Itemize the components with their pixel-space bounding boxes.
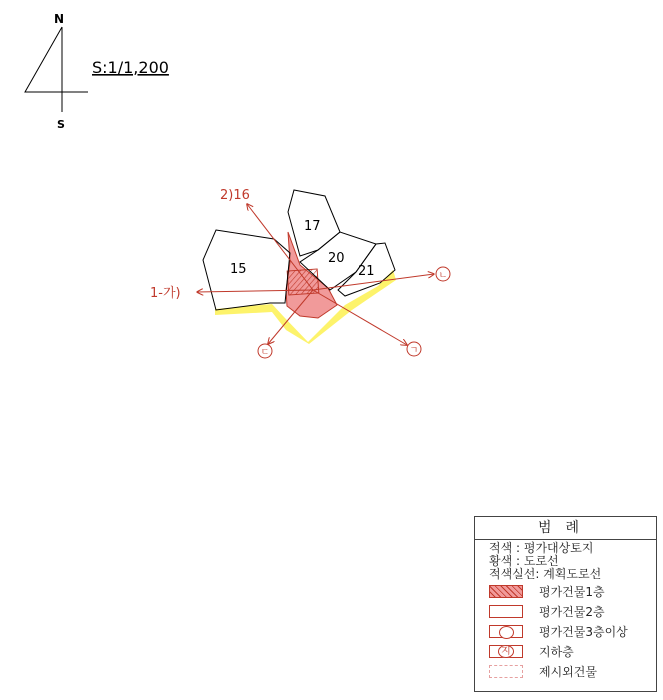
legend-item-basement: 지 지하층	[475, 641, 656, 661]
legend-item-floor2: 평가건물2층	[475, 601, 656, 621]
parcel-20-label: 20	[328, 251, 345, 266]
marker-c-icon	[258, 344, 272, 358]
legend-note: 황색 : 도로선	[489, 554, 559, 568]
label-1-ga: 1-가)	[150, 286, 181, 301]
basement-swatch-icon: 지	[489, 645, 523, 658]
circle-swatch-icon	[489, 625, 523, 638]
legend-title: 범례	[475, 517, 656, 540]
marker-a-icon	[407, 342, 421, 356]
legend-note: 적색 : 평가대상토지	[489, 541, 594, 555]
svg-text:ㄱ: ㄱ	[409, 346, 419, 356]
label-2-16: 2)16	[220, 188, 250, 203]
svg-text:ㄷ: ㄷ	[260, 348, 270, 358]
scale-label: S:1/1,200	[92, 58, 169, 77]
north-arrow-icon	[25, 27, 88, 112]
parcel-17-label: 17	[304, 219, 321, 234]
dotted-swatch-icon	[489, 665, 523, 678]
crosshatch-swatch-icon	[489, 605, 523, 618]
legend-notes	[475, 540, 656, 581]
legend-item-floor1: 평가건물1층	[475, 581, 656, 601]
legend	[474, 516, 657, 692]
legend-item-floor3: 평가건물3층이상	[475, 621, 656, 641]
parcel-21-label: 21	[358, 264, 375, 279]
hatch-swatch-icon	[489, 585, 523, 598]
marker-b-icon	[436, 267, 450, 281]
legend-note: 적색실선: 계획도로선	[489, 567, 602, 581]
legend-item-other-building: 제시외건물	[475, 661, 656, 681]
svg-text:ㄴ: ㄴ	[438, 271, 448, 281]
parcel-15-label: 15	[230, 262, 247, 277]
north-label: N	[54, 12, 65, 26]
south-label: S	[57, 118, 65, 131]
